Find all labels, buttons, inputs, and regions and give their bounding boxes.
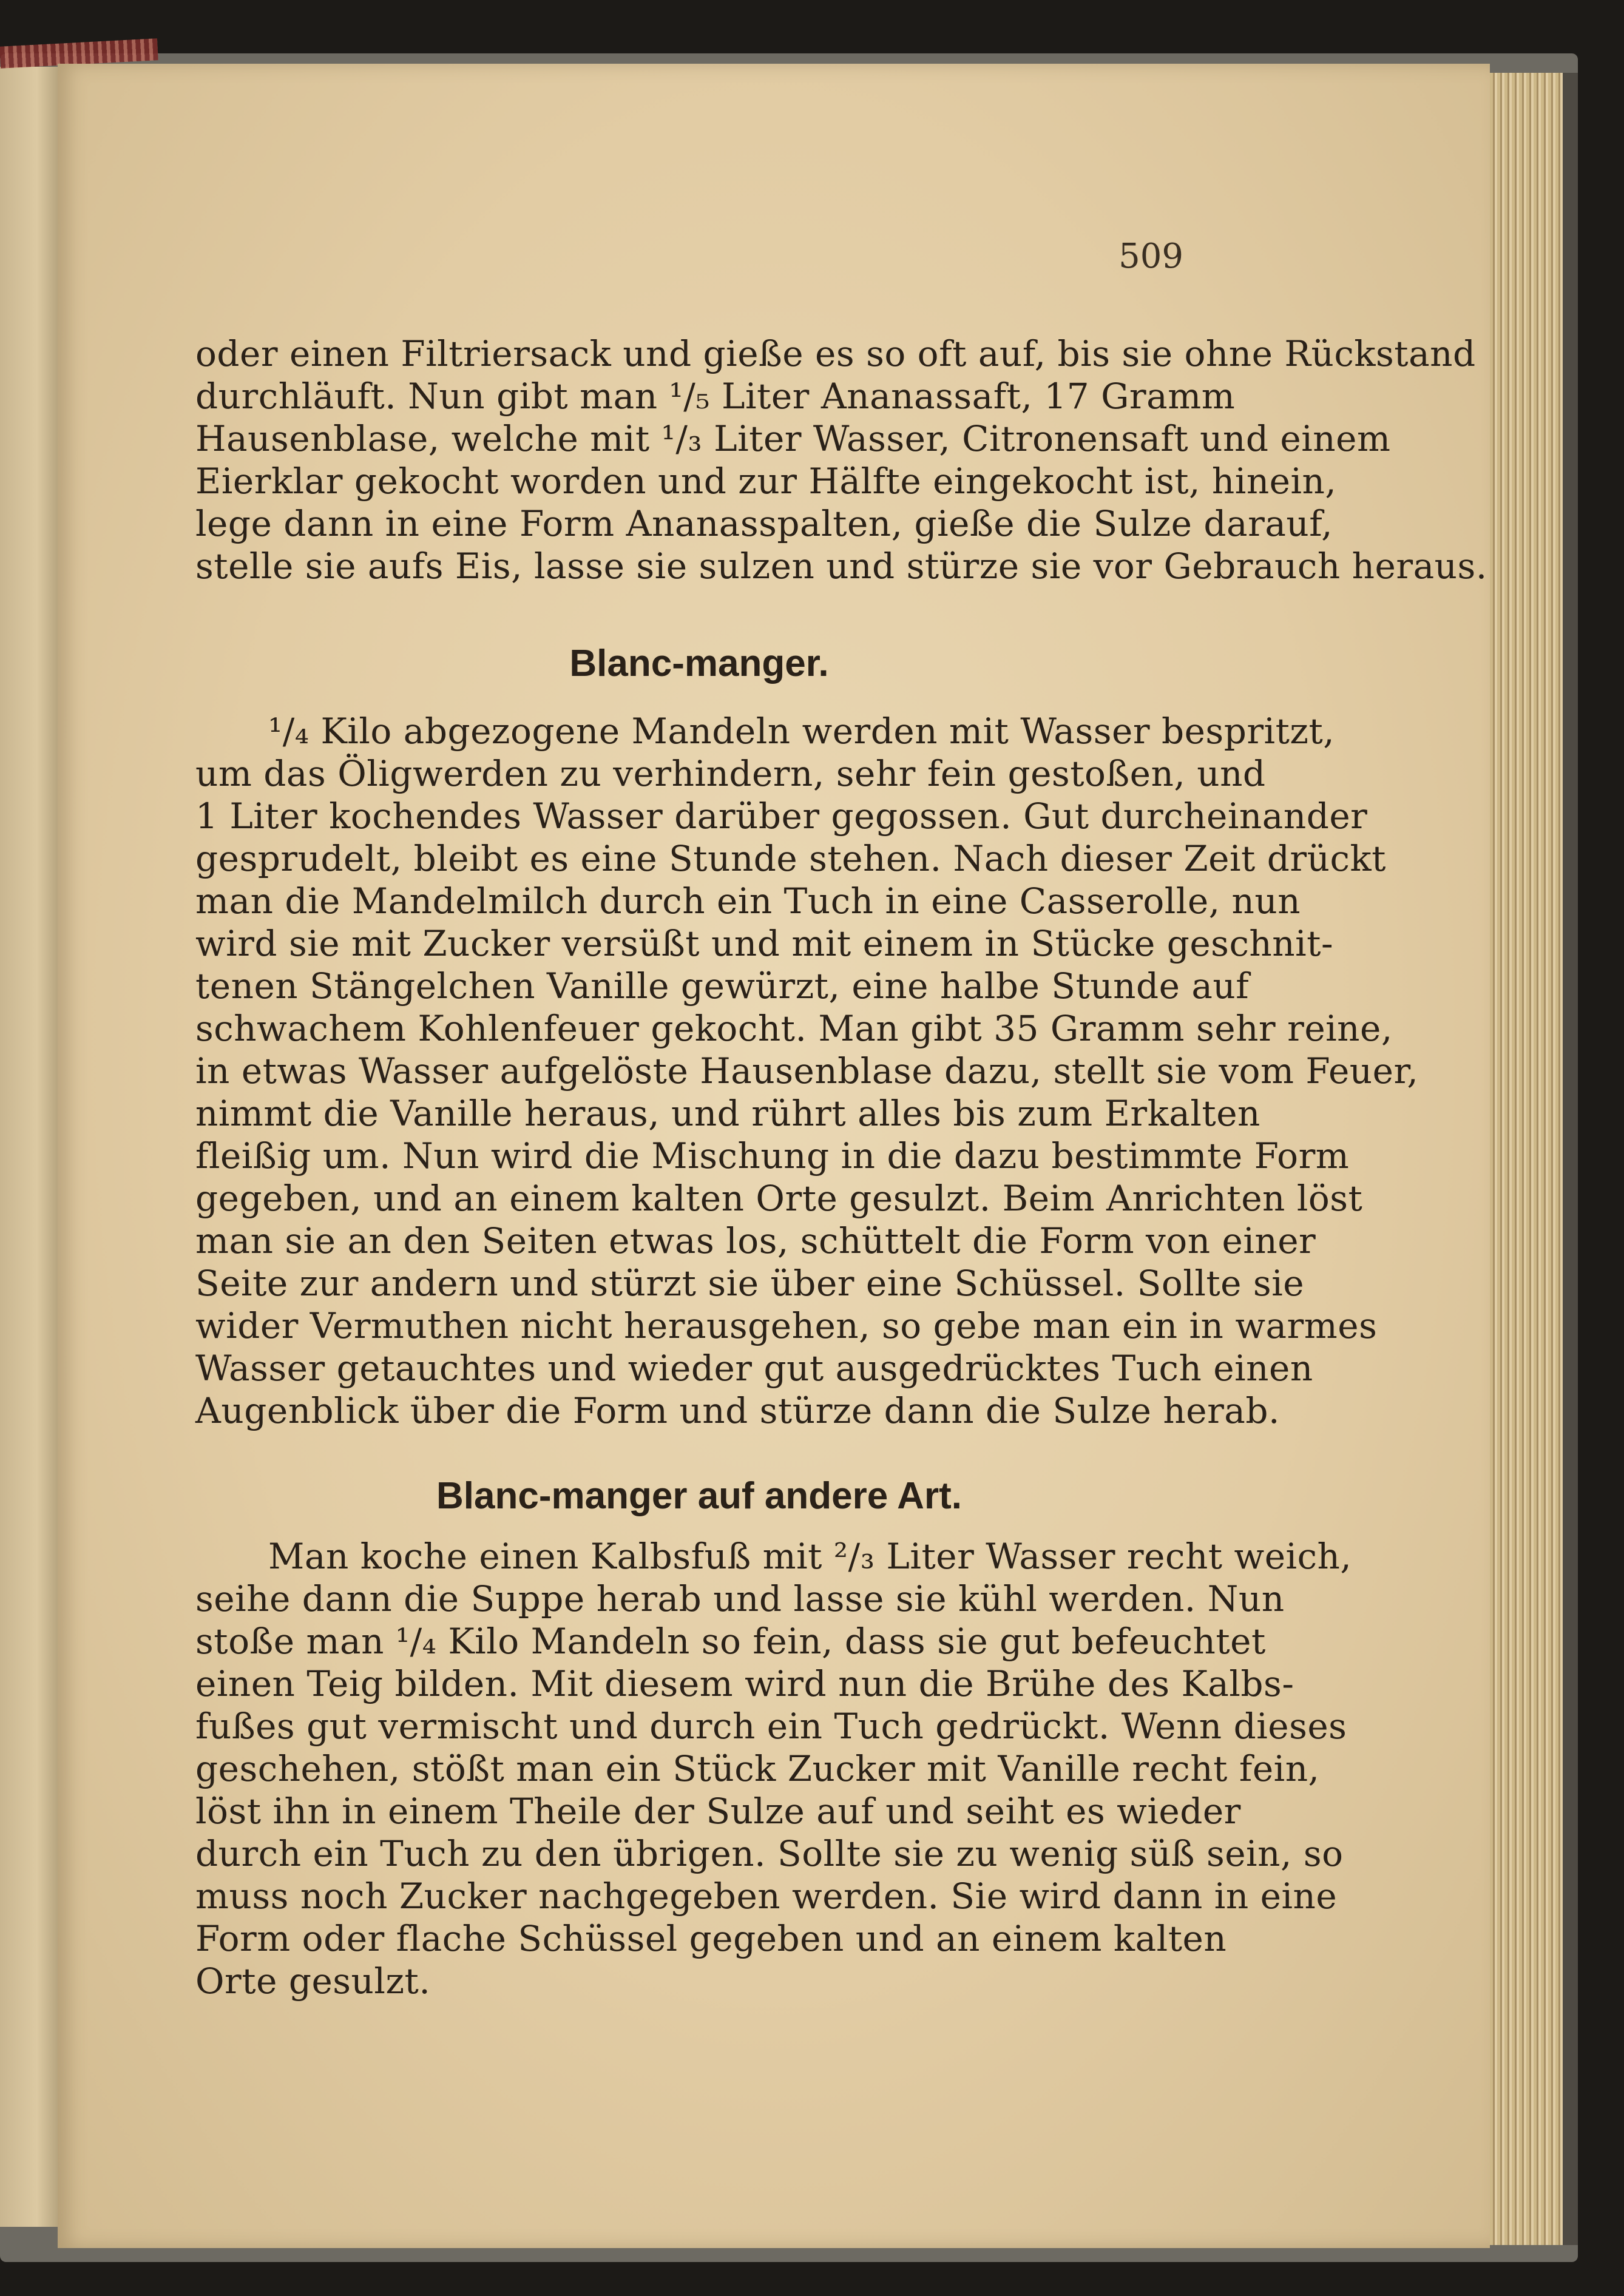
text-line: wird sie mit Zucker versüßt und mit einem in Stücke geschnit- [195, 923, 1334, 964]
text-line: schwachem Kohlenfeuer gekocht. Man gibt 35 Gramm sehr reine, [195, 1008, 1393, 1049]
text-line: löst ihn in einem Theile der Sulze auf und seiht es wieder [195, 1791, 1241, 1832]
text-line: stelle sie aufs Eis, lasse sie sulzen und stürze sie vor Gebrauch heraus. [195, 545, 1487, 587]
section-title: Blanc-manger auf andere Art. [436, 1475, 962, 1517]
text-line: Seite zur andern und stürzt sie über eine Schüssel. Sollte sie [195, 1263, 1305, 1304]
text-line: Form oder flache Schüssel gegeben und an einem kalten [195, 1918, 1227, 1959]
text-line: geschehen, stößt man ein Stück Zucker mit Vanille recht fein, [195, 1748, 1320, 1789]
text-line: 1 Liter kochendes Wasser darüber gegossen. Gut durcheinander [195, 795, 1368, 837]
text-line: seihe dann die Suppe herab und lasse sie kühl werden. Nun [195, 1578, 1285, 1619]
text-line: Augenblick über die Form und stürze dann die Sulze herab. [195, 1390, 1280, 1431]
page-number: 509 [1118, 237, 1183, 276]
text-line: um das Öligwerden zu verhindern, sehr fein gestoßen, und [195, 753, 1266, 794]
text-line: ¹/₄ Kilo abgezogene Mandeln werden mit Wasser bespritzt, [268, 711, 1335, 752]
text-line: stoße man ¹/₄ Kilo Mandeln so fein, dass sie gut befeuchtet [195, 1621, 1266, 1662]
text-line: Man koche einen Kalbsfuß mit ²/₃ Liter Wasser recht weich, [268, 1536, 1352, 1577]
text-line: Eierklar gekocht worden und zur Hälfte eingekocht ist, hinein, [195, 461, 1337, 502]
text-line: fleißig um. Nun wird die Mischung in die dazu bestimmte Form [195, 1135, 1350, 1177]
text-line: gegeben, und an einem kalten Orte gesulzt. Beim Anrichten löst [195, 1178, 1363, 1219]
text-line: tenen Stängelchen Vanille gewürzt, eine halbe Stunde auf [195, 965, 1250, 1007]
text-line: wider Vermuthen nicht herausgehen, so gebe man ein in warmes [195, 1305, 1378, 1346]
text-line: in etwas Wasser aufgelöste Hausenblase dazu, stellt sie vom Feuer, [195, 1050, 1419, 1092]
text-line: nimmt die Vanille heraus, und rührt alles bis zum Erkalten [195, 1093, 1260, 1134]
text-line: man die Mandelmilch durch ein Tuch in eine Casserolle, nun [195, 880, 1301, 922]
text-line: durchläuft. Nun gibt man ¹/₅ Liter Ananassaft, 17 Gramm [195, 376, 1236, 417]
text-line: Orte gesulzt. [195, 1960, 431, 2002]
section-title: Blanc-manger. [569, 643, 829, 684]
text-line: lege dann in eine Form Ananasspalten, gieße die Sulze darauf, [195, 503, 1333, 544]
text-line: gesprudelt, bleibt es eine Stunde stehen. Nach dieser Zeit drückt [195, 838, 1386, 879]
text-line: man sie an den Seiten etwas los, schüttelt die Form von einer [195, 1220, 1316, 1261]
text-line: oder einen Filtriersack und gieße es so oft auf, bis sie ohne Rückstand [195, 333, 1476, 374]
text-line: muss noch Zucker nachgegeben werden. Sie wird dann in eine [195, 1876, 1338, 1917]
text-line: einen Teig bilden. Mit diesem wird nun die Brühe des Kalbs- [195, 1663, 1294, 1704]
text-line: Hausenblase, welche mit ¹/₃ Liter Wasser, Citronensaft und einem [195, 418, 1391, 459]
text-line: durch ein Tuch zu den übrigen. Sollte sie zu wenig süß sein, so [195, 1833, 1344, 1874]
text-line: fußes gut vermischt und durch ein Tuch gedrückt. Wenn dieses [195, 1706, 1347, 1747]
text-line: Wasser getauchtes und wieder gut ausgedrücktes Tuch einen [195, 1348, 1313, 1389]
